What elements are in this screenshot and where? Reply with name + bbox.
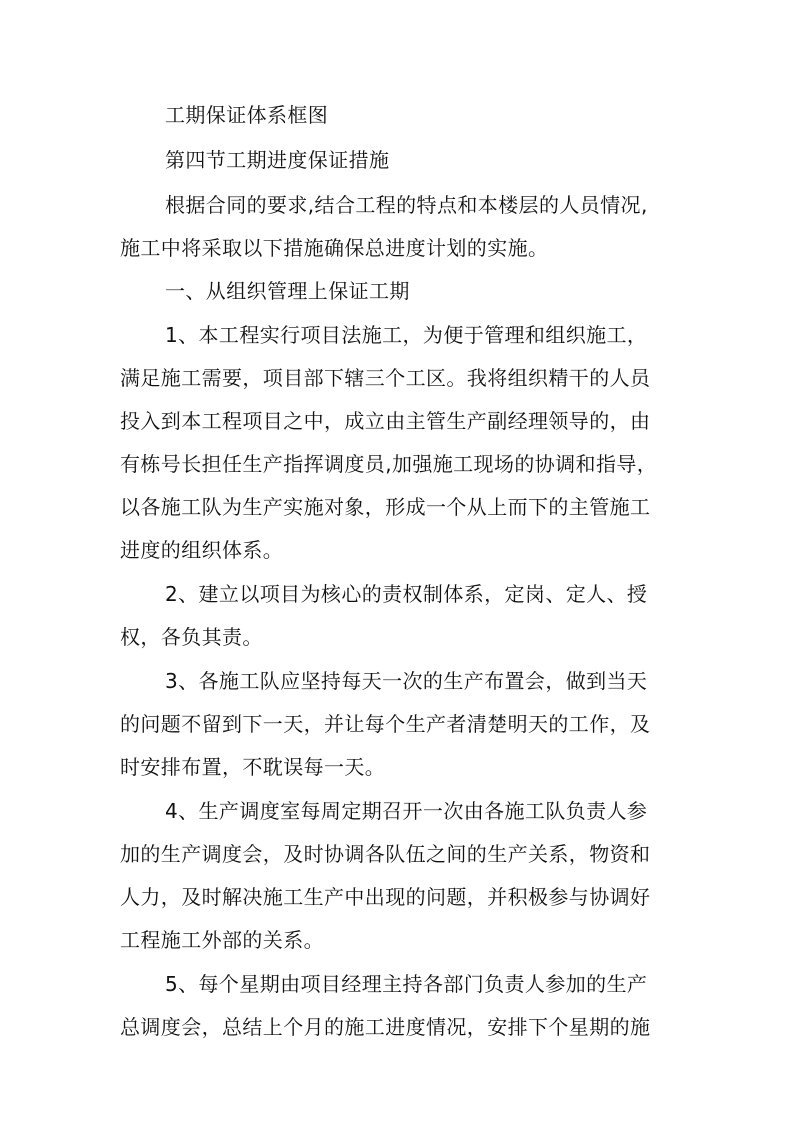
intro-line-2: 施工中将采取以下措施确保总进度计划的实施。	[120, 236, 549, 260]
section-1-title: 一、从组织管理上保证工期	[165, 279, 410, 303]
item-5-line-1: 5、每个星期由项目经理主持各部门负责人参加的生产	[165, 972, 648, 996]
intro-line-1: 根据合同的要求,结合工程的特点和本楼层的人员情况,	[165, 193, 648, 217]
item-1-line-1: 1、本工程实行项目法施工，为便于管理和组织施工，	[165, 323, 648, 347]
item-1-line-3: 投入到本工程项目之中，成立由主管生产副经理领导的，由	[120, 409, 651, 433]
item-2-line-2: 权，各负其责。	[120, 625, 263, 649]
item-4-line-1: 4、生产调度室每周定期召开一次由各施工队负责人参	[165, 799, 648, 823]
heading-schedule-system-diagram: 工期保证体系框图	[165, 103, 329, 127]
item-3-line-3: 时安排布置，不耽误每一天。	[120, 755, 386, 779]
item-1-line-4: 有栋号长担任生产指挥调度员,加强施工现场的协调和指导，	[120, 452, 658, 476]
item-3-line-2: 的问题不留到下一天，并让每个生产者清楚明天的工作，及	[120, 712, 651, 736]
heading-section-four: 第四节工期进度保证措施	[165, 148, 390, 172]
item-3-line-1: 3、各施工队应坚持每天一次的生产布置会，做到当天	[165, 669, 648, 693]
item-1-line-5: 以各施工队为生产实施对象，形成一个从上而下的主管施工	[120, 495, 651, 519]
item-2-line-1: 2、建立以项目为核心的责权制体系，定岗、定人、授	[165, 582, 648, 606]
item-4-line-2: 加的生产调度会，及时协调各队伍之间的生产关系，物资和	[120, 842, 651, 866]
item-4-line-3: 人力，及时解决施工生产中出现的问题，并积极参与协调好	[120, 885, 651, 909]
item-1-line-6: 进度的组织体系。	[120, 538, 284, 562]
item-4-line-4: 工程施工外部的关系。	[120, 928, 324, 952]
item-5-line-2: 总调度会，总结上个月的施工进度情况，安排下个星期的施	[120, 1015, 651, 1039]
item-1-line-2: 满足施工需要，项目部下辖三个工区。我将组织精干的人员	[120, 366, 651, 390]
